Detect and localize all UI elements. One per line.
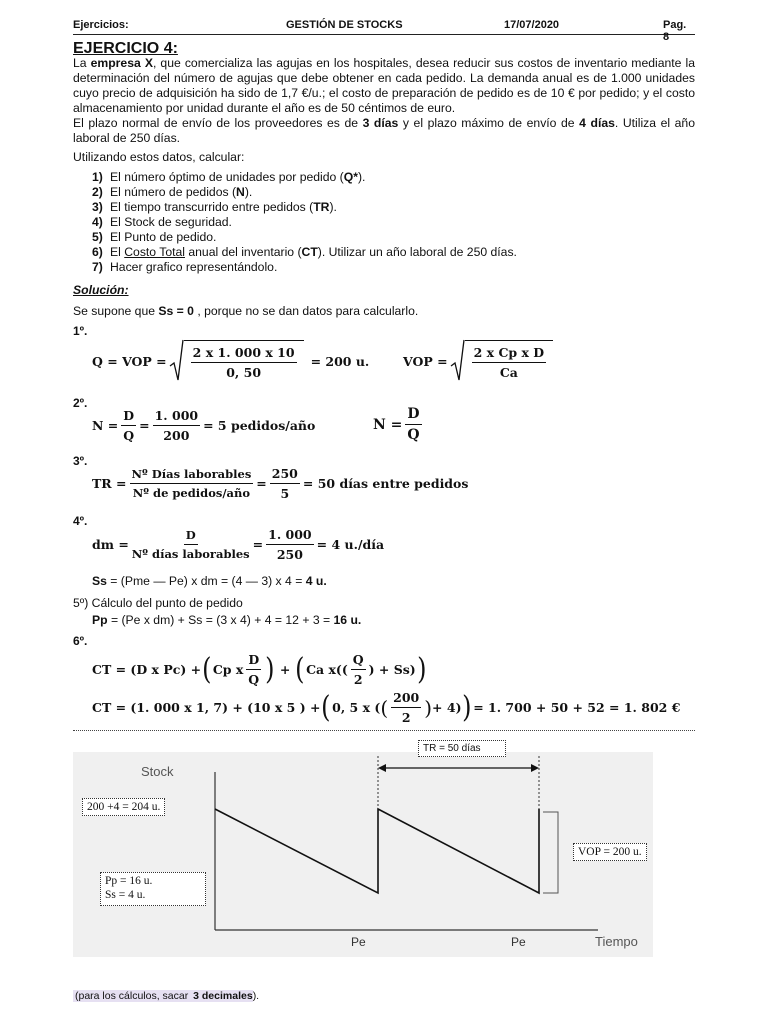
sqrt-symbol: $\frac{2 x 1. 000 x 10}{0, 50}$ bbox=[170, 340, 304, 382]
list-item: 4) El Stock de seguridad. bbox=[92, 215, 232, 229]
tr-label: TR = 50 días bbox=[418, 740, 506, 757]
step-5-label: 5º) Cálculo del punto de pedido bbox=[73, 596, 243, 610]
step-2-label: 2º. bbox=[73, 396, 88, 410]
header-date: 17/07/2020 bbox=[504, 19, 560, 31]
list-item: 7) Hacer grafico representándolo. bbox=[92, 260, 278, 274]
header-topic: GESTIÓN DE STOCKS bbox=[286, 19, 403, 31]
pp-calculation: Pp = (Pe x dm) + Ss = (3 x 4) + 4 = 12 + 3 = 16 u. bbox=[92, 613, 362, 627]
eq-vop-general: VOP = $\frac{\text{2 x Cp x D}}{Ca}$ bbox=[403, 340, 525, 382]
list-item: 3) El tiempo transcurrido entre pedidos (TR). bbox=[92, 200, 337, 214]
stock-sawtooth bbox=[215, 809, 539, 893]
vop-bracket bbox=[543, 812, 558, 893]
eq-tr: TR = $\frac{\text{Nº Días laborables}}{\text{Nº de pedidos/año}}$ = $\frac{250}{5}$ = 50 días entre pedidos bbox=[92, 466, 469, 501]
solution-heading: Solución: bbox=[73, 283, 129, 297]
stock-graph-svg bbox=[73, 752, 653, 957]
y-axis-label: Stock bbox=[141, 764, 174, 779]
ss-calculation: Ss = (Pme — Pe) x dm = (4 — 3) x 4 = 4 u. bbox=[92, 574, 327, 588]
eq-dm: dm = $\frac{D}{\text{Nº días laborables}}$ = $\frac{1. 000}{250}$ = 4 u./día bbox=[92, 527, 385, 562]
vop-label: VOP = 200 u. bbox=[573, 843, 647, 861]
header-page: Pag. 8 bbox=[663, 19, 687, 43]
intro-paragraph: La empresa X, que comercializa las agujas en los hospitales, desea reducir sus costos de inventario mediante la determinación del número de agujas que debe obtener en cada pedido. La demanda anual es de 1.000 unidades cuyo precio de adquisición ha sido de 1,7 €/u.; el costo de preparación de pedido es de 10 € por pedido; y el costo almacenamiento por unidad durante el año es de 50 céntimos de euro. El plazo normal de envío de los proveedores es de 3 días y el plazo máximo de envío de 4 días. Utiliza el año laboral de 250 días. bbox=[73, 56, 695, 145]
separator bbox=[73, 730, 695, 731]
pe-label-1: Pe bbox=[351, 935, 366, 949]
assumption-text: Se supone que Ss = 0 , porque no se dan datos para calcularlo. bbox=[73, 304, 419, 318]
footer-note: (para los cálculos, sacar 3 decimales). bbox=[75, 990, 260, 1002]
x-axis-label: Tiempo bbox=[595, 934, 638, 949]
stock-graph bbox=[73, 752, 653, 957]
eq-ct-result: CT = (1. 000 x 1, 7) + (10 x 5 ) + ( 0, 5 x ( ( $\frac{200}{2}$ ) + 4) ) = 1. 700 + 50 + 52 = 1. 802 € bbox=[92, 689, 681, 725]
eq-ct-formula: CT = (D x Pc) + ( Cp x $\frac{D}{Q}$ ) + ( Ca x(( $\frac{Q}{2}$ ) + Ss) ) bbox=[92, 651, 427, 687]
header-section: Ejercicios: bbox=[73, 19, 129, 31]
step-3-label: 3º. bbox=[73, 454, 88, 468]
eq-n: N = $\frac{D}{Q}$ = $\frac{1. 000}{200}$ = 5 pedidos/año bbox=[92, 408, 316, 443]
step-6-label: 6º. bbox=[73, 634, 88, 648]
list-item: 6) El Costo Total anual del inventario (CT). Utilizar un año laboral de 250 días. bbox=[92, 245, 517, 259]
exercise-title: EJERCICIO 4: bbox=[73, 40, 178, 57]
step-4-label: 4º. bbox=[73, 514, 88, 528]
instruction-text: Utilizando estos datos, calcular: bbox=[73, 150, 245, 164]
pe-label-2: Pe bbox=[511, 935, 526, 949]
list-item: 5) El Punto de pedido. bbox=[92, 230, 217, 244]
page-header bbox=[73, 18, 695, 43]
max-stock-label: 200 +4 = 204 u. bbox=[82, 798, 165, 816]
task-list bbox=[92, 170, 517, 275]
eq-n-general: N = $\frac{D}{Q}$ bbox=[373, 406, 420, 443]
step-1-label: 1º. bbox=[73, 324, 88, 338]
eq-vop: Q = VOP = $\frac{2 x 1. 000 x 10}{0, 50}$ = 200 u. bbox=[92, 340, 369, 382]
pp-ss-label: Pp = 16 u. Ss = 4 u. bbox=[100, 872, 206, 906]
list-item: 1) El número óptimo de unidades por pedido (Q*). bbox=[92, 170, 366, 184]
list-item: 2) El número de pedidos (N). bbox=[92, 185, 253, 199]
